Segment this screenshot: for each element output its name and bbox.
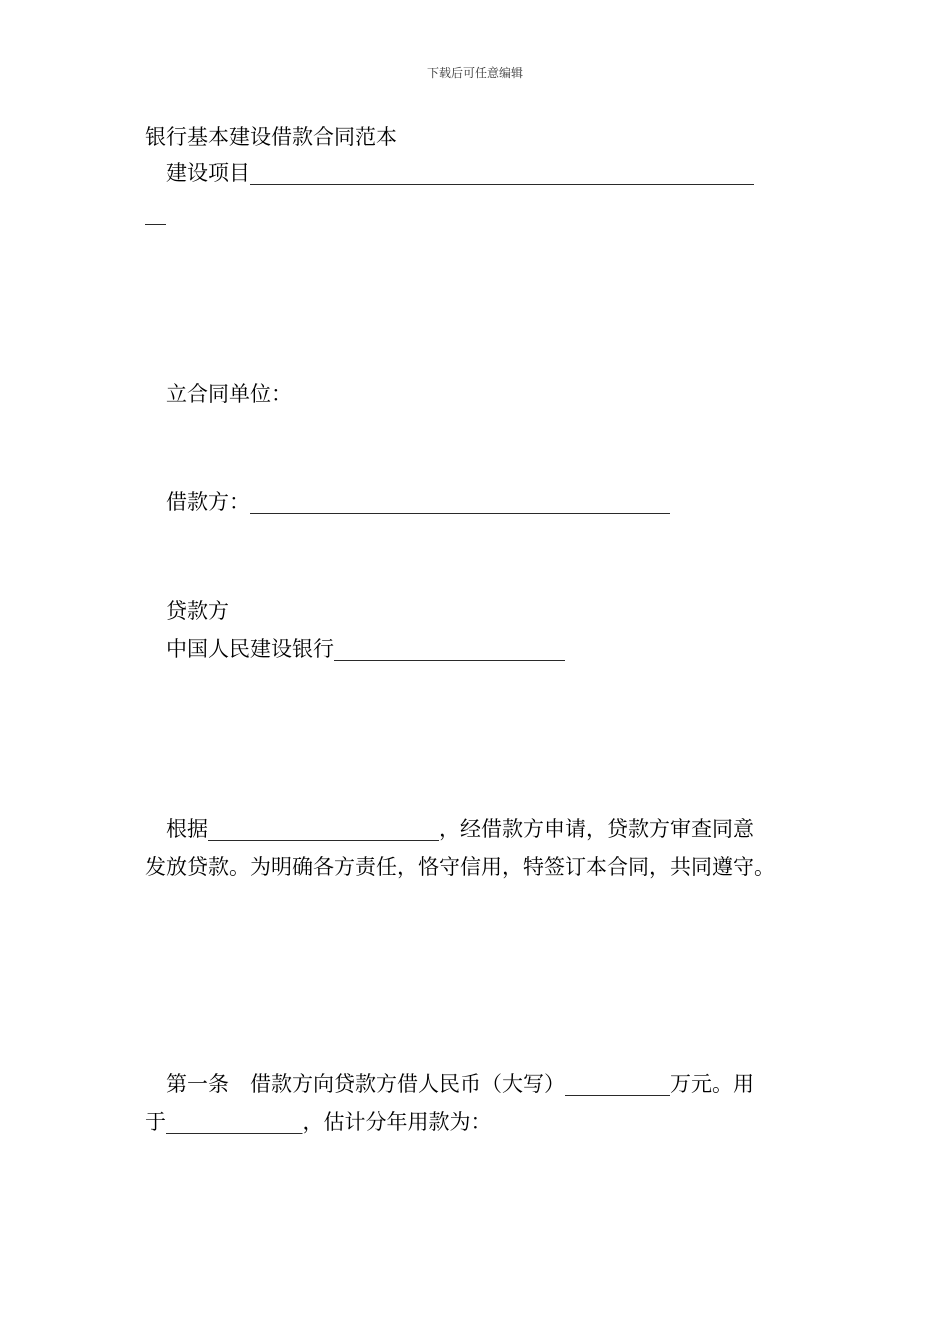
lender-label: 贷款方 <box>166 599 229 623</box>
parties-label: 立合同单位： <box>166 382 292 406</box>
document-title: 银行基本建设借款合同范本 <box>145 125 397 149</box>
borrower-line: 借款方：________________________________________ <box>166 490 670 514</box>
basis-paragraph-line-2: 发放贷款。为明确各方责任，恪守信用，特签订本合同，共同遵守。 <box>145 855 775 879</box>
lender-bank-line: 中国人民建设银行______________________ <box>166 637 565 661</box>
basis-paragraph-line-1: 根据______________________，经借款方申请，贷款方审查同意 <box>166 817 754 841</box>
article-1-line-1: 第一条 借款方向贷款方借人民币（大写）__________万元。用 <box>166 1072 754 1096</box>
project-line-continued: __ <box>145 201 166 225</box>
article-1-line-2: 于_____________，估计分年用款为： <box>145 1110 492 1134</box>
page-header: 下载后可任意编辑 <box>426 66 523 80</box>
project-line: 建设项目________________________________________________ <box>166 161 754 185</box>
